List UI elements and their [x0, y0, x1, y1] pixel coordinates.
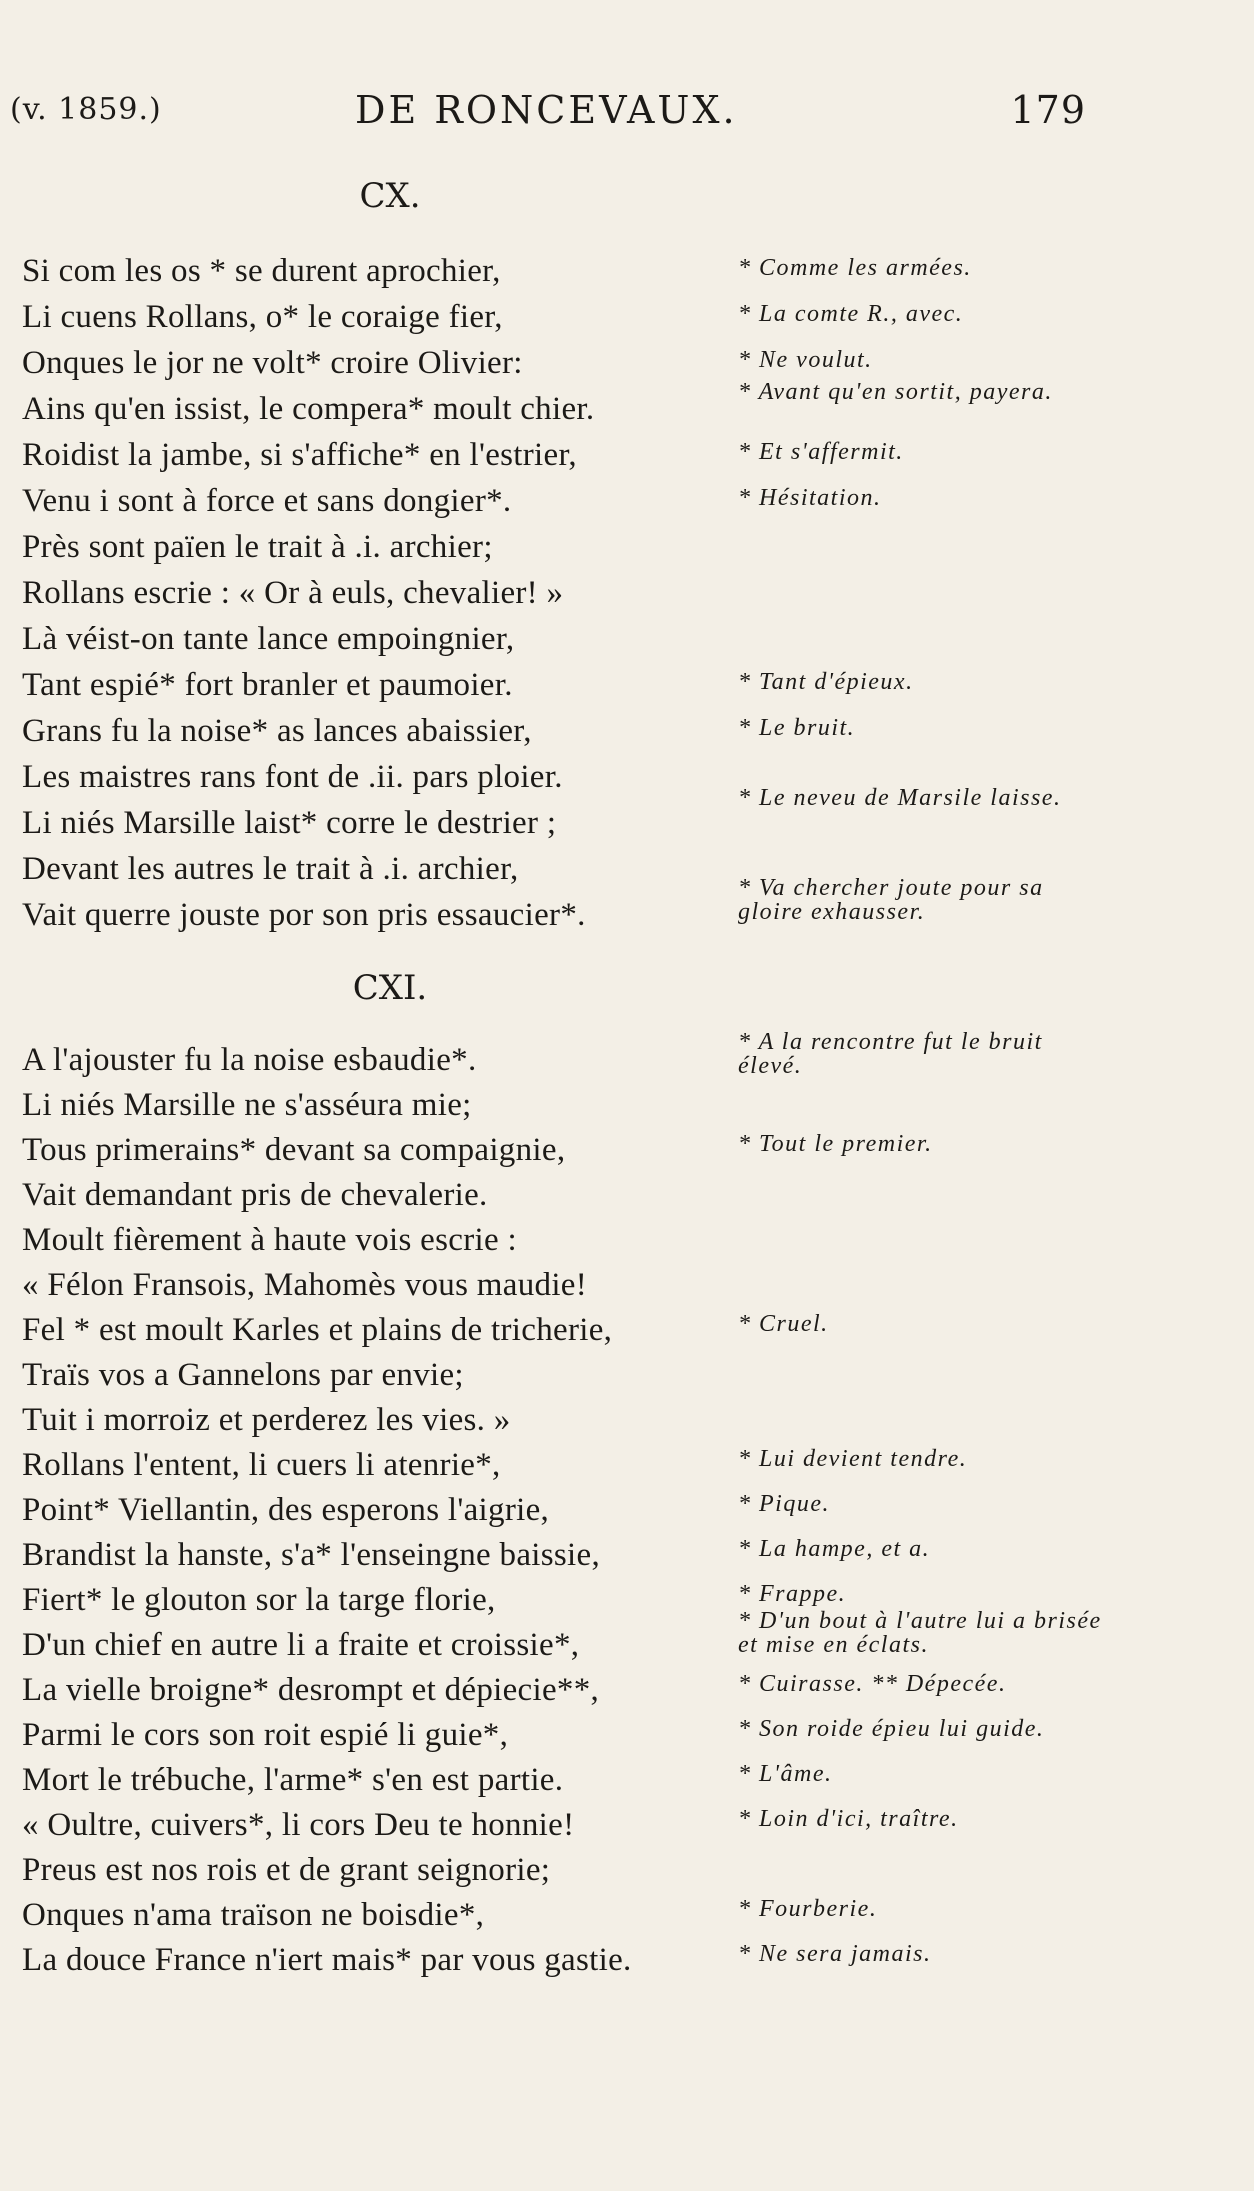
verse-reference: (v. 1859.) — [10, 92, 162, 127]
verse-line: Onques n'ama traïson ne boisdie*, — [22, 1897, 485, 1933]
stanza-heading-cx: CX. — [359, 176, 421, 216]
gloss-note: * Hésitation. — [738, 485, 882, 511]
verse-line: Li niés Marsille ne s'asséura mie; — [22, 1087, 472, 1123]
verse-line: « Félon Fransois, Mahomès vous maudie! — [22, 1267, 588, 1303]
verse-line: Tuit i morroiz et perderez les vies. » — [22, 1402, 511, 1438]
verse-line: D'un chief en autre li a fraite et croissie*, — [22, 1627, 580, 1663]
gloss-note: * D'un bout à l'autre lui a brisée et mise en éclats. — [738, 1608, 1102, 1658]
gloss-note: * La hampe, et a. — [738, 1536, 931, 1562]
verse-line: Vait querre jouste por son pris essaucier*. — [22, 897, 586, 933]
verse-line: Traïs vos a Gannelons par envie; — [22, 1357, 464, 1393]
verse-line: Moult fièrement à haute vois escrie : — [22, 1222, 517, 1258]
verse-line: Preus est nos rois et de grant seignorie; — [22, 1852, 551, 1888]
gloss-note: * Cuirasse. ** Dépecée. — [738, 1671, 1007, 1697]
verse-line: Ains qu'en issist, le compera* moult chier. — [22, 391, 595, 427]
verse-line: Fel * est moult Karles et plains de tricherie, — [22, 1312, 613, 1348]
gloss-note: * Frappe. — [738, 1581, 847, 1607]
verse-line: Li niés Marsille laist* corre le destrier ; — [22, 805, 557, 841]
verse-line: Fiert* le glouton sor la targe florie, — [22, 1582, 496, 1618]
verse-line: Rollans escrie : « Or à euls, chevalier! » — [22, 575, 564, 611]
verse-line: Point* Viellantin, des esperons l'aigrie, — [22, 1492, 550, 1528]
verse-line: Les maistres rans font de .ii. pars ploier. — [22, 759, 563, 795]
verse-line: Tous primerains* devant sa compaignie, — [22, 1132, 566, 1168]
running-title: DE RONCEVAUX. — [355, 88, 738, 132]
verse-line: Venu i sont à force et sans dongier*. — [22, 483, 512, 519]
verse-line: Roidist la jambe, si s'affiche* en l'estrier, — [22, 437, 577, 473]
gloss-note: * Ne sera jamais. — [738, 1941, 932, 1967]
verse-line: « Oultre, cuivers*, li cors Deu te honnie! — [22, 1807, 575, 1843]
gloss-note: * Loin d'ici, traître. — [738, 1806, 959, 1832]
gloss-note: * Comme les armées. — [738, 255, 972, 281]
verse-line: Mort le trébuche, l'arme* s'en est partie. — [22, 1762, 564, 1798]
gloss-note: * Avant qu'en sortit, payera. — [738, 379, 1053, 405]
verse-line: Li cuens Rollans, o* le coraige fier, — [22, 299, 503, 335]
verse-line: Là véist-on tante lance empoingnier, — [22, 621, 515, 657]
gloss-note: * Ne voulut. — [738, 347, 873, 373]
verse-line: La vielle broigne* desrompt et dépiecie**, — [22, 1672, 600, 1708]
gloss-note: * Pique. — [738, 1491, 830, 1517]
gloss-note: * Tout le premier. — [738, 1131, 933, 1157]
gloss-note: * L'âme. — [738, 1761, 833, 1787]
verse-line: Rollans l'entent, li cuers li atenrie*, — [22, 1447, 501, 1483]
verse-line: Parmi le cors son roit espié li guie*, — [22, 1717, 509, 1753]
verse-line: Grans fu la noise* as lances abaissier, — [22, 713, 532, 749]
stanza-heading-cxi: CXI. — [352, 968, 428, 1008]
verse-line: Si com les os * se durent aprochier, — [22, 253, 501, 289]
gloss-note: * Fourberie. — [738, 1896, 878, 1922]
gloss-note: * Lui devient tendre. — [738, 1446, 968, 1472]
page-number: 179 — [1010, 88, 1086, 132]
gloss-note: * Cruel. — [738, 1311, 829, 1337]
gloss-note: * Va chercher joute pour sa gloire exhausser. — [738, 875, 1044, 925]
verse-line: La douce France n'iert mais* par vous gastie. — [22, 1942, 632, 1978]
verse-line: Brandist la hanste, s'a* l'enseingne baissie, — [22, 1537, 601, 1573]
verse-line: Tant espié* fort branler et paumoier. — [22, 667, 513, 703]
gloss-note: * Le bruit. — [738, 715, 856, 741]
verse-line: Près sont païen le trait à .i. archier; — [22, 529, 493, 565]
verse-line: Onques le jor ne volt* croire Olivier: — [22, 345, 523, 381]
verse-line: A l'ajouster fu la noise esbaudie*. — [22, 1042, 477, 1078]
gloss-note: * Le neveu de Marsile laisse. — [738, 785, 1062, 811]
gloss-note: * La comte R., avec. — [738, 301, 964, 327]
gloss-note: * Tant d'épieux. — [738, 669, 914, 695]
gloss-note: * Et s'affermit. — [738, 439, 904, 465]
verse-line: Vait demandant pris de chevalerie. — [22, 1177, 488, 1213]
gloss-note: * Son roide épieu lui guide. — [738, 1716, 1045, 1742]
verse-line: Devant les autres le trait à .i. archier, — [22, 851, 519, 887]
gloss-note: * A la rencontre fut le bruit élevé. — [738, 1029, 1043, 1079]
running-head — [0, 88, 1254, 138]
